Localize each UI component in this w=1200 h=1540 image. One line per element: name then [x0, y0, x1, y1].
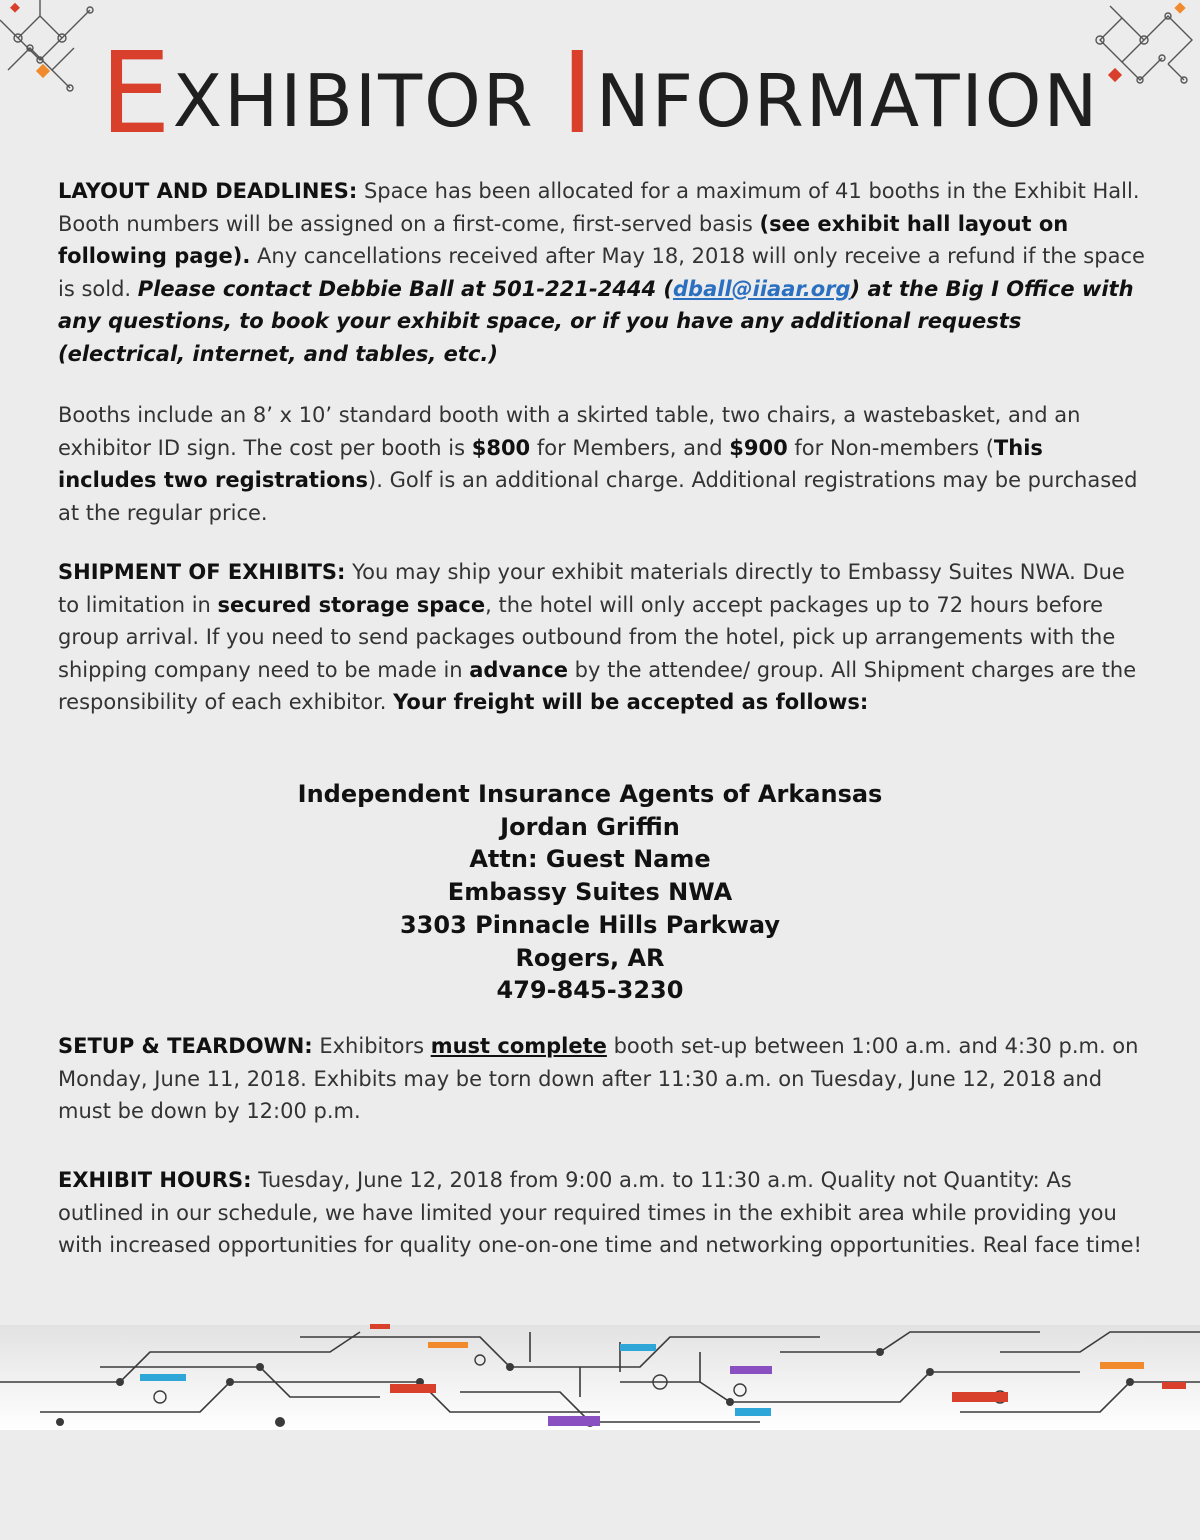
address-phone: 479-845-3230: [496, 976, 684, 1005]
shipment-bold-freight: Your freight will be accepted as follows:: [393, 690, 869, 714]
shipment-heading: SHIPMENT OF EXHIBITS:: [58, 560, 346, 584]
layout-heading: LAYOUT AND DEADLINES:: [58, 179, 358, 203]
address-hotel: Embassy Suites NWA: [447, 878, 733, 907]
layout-contact-text: Please contact Debbie Ball at 501-221-2444 (: [137, 276, 674, 301]
shipment-bold-advance: advance: [469, 657, 568, 682]
address-street: 3303 Pinnacle Hills Parkway: [399, 910, 781, 939]
address-name: Jordan Griffin: [500, 812, 680, 841]
title-word-information: NFORMATION: [595, 59, 1100, 143]
booths-text-4: ). Golf is an additional charge. Additional registrations may be purchased at the regular price.: [58, 468, 1138, 525]
setup-text-1: Exhibitors: [312, 1034, 431, 1058]
shipment-text-1: You may ship your exhibit materials directly to Embassy Suites NWA. Due to limitation in: [58, 560, 1125, 617]
shipping-address-block: [0, 778, 1180, 1007]
setup-heading: SETUP & TEARDOWN:: [58, 1034, 313, 1058]
layout-contact-text-2: ) at the Big I Office with any questions, to book your exhibit space, or if you have any additional requests (electrical, internet, and tables, etc.): [58, 276, 1134, 366]
page-title: [100, 29, 1100, 159]
title-initial-e: E: [100, 29, 173, 159]
setup-text-2: booth set-up between 1:00 a.m. and 4:30 p.m. on Monday, June 11, 2018. Exhibits may be torn down after 11:30 a.m. on Tuesday, June 12, 2018 and must be down by 12:00 p.m.: [58, 1034, 1139, 1123]
address-org: Independent Insurance Agents of Arkansas: [297, 780, 883, 808]
booths-text-1: Booths include an 8’ x 10’ standard booth with a skirted table, two chairs, a wastebasket, and an exhibitor ID sign. The cost per booth is: [58, 403, 1081, 460]
layout-bold-1: (see exhibit hall layout on following page).: [58, 211, 1069, 268]
shipment-text-3: by the attendee/ group. All Shipment charges are the responsibility of each exhibitor.: [58, 657, 1137, 714]
address-city: Rogers, AR: [515, 943, 665, 972]
section-layout-deadlines: [58, 175, 1148, 370]
section-booths: [58, 399, 1148, 529]
shipment-text-2: , the hotel will only accept packages up to 72 hours before group arrival. If you need to send packages outbound from the hotel, pick up arrangements with the shipping company need to be made in: [58, 592, 1116, 682]
hours-text: Tuesday, June 12, 2018 from 9:00 a.m. to 11:30 a.m. Quality not Quantity: As outlined in our schedule, we have limited your required times in the exhibit area while providing you with increased opportunities for quality one-on-one time and networking opportunities. Real face time!: [58, 1168, 1142, 1257]
circuit-decoration-top-left: [0, 0, 110, 110]
title-word-exhibitor: XHIBITOR: [172, 59, 535, 143]
section-exhibit-hours: [58, 1164, 1148, 1262]
booths-bold-registrations: This includes two registrations: [58, 435, 1043, 492]
address-attn: Attn: Guest Name: [469, 845, 711, 874]
hours-heading: EXHIBIT HOURS:: [58, 1168, 252, 1192]
title-initial-i: I: [560, 29, 596, 159]
section-setup-teardown: [58, 1030, 1148, 1128]
booths-text-2: for Members, and: [530, 435, 730, 460]
booths-text-3: for Non-members (: [787, 435, 994, 460]
layout-text-2: Any cancellations received after May 18, 2018 will only receive a refund if the space is sold.: [58, 244, 1145, 301]
contact-email-link[interactable]: dball@iiaar.org: [673, 276, 851, 301]
price-nonmembers: $900: [729, 435, 788, 460]
shipment-bold-storage: secured storage space: [217, 592, 486, 617]
circuit-decoration-bottom: [0, 1322, 1200, 1432]
layout-text-1: Space has been allocated for a maximum of 41 booths in the Exhibit Hall. Booth numbers will be assigned on a first-come, first-served basis: [58, 179, 1140, 236]
setup-underline-must-complete: must complete: [430, 1034, 607, 1058]
price-members: $800: [471, 435, 531, 460]
section-shipment: [58, 556, 1148, 719]
